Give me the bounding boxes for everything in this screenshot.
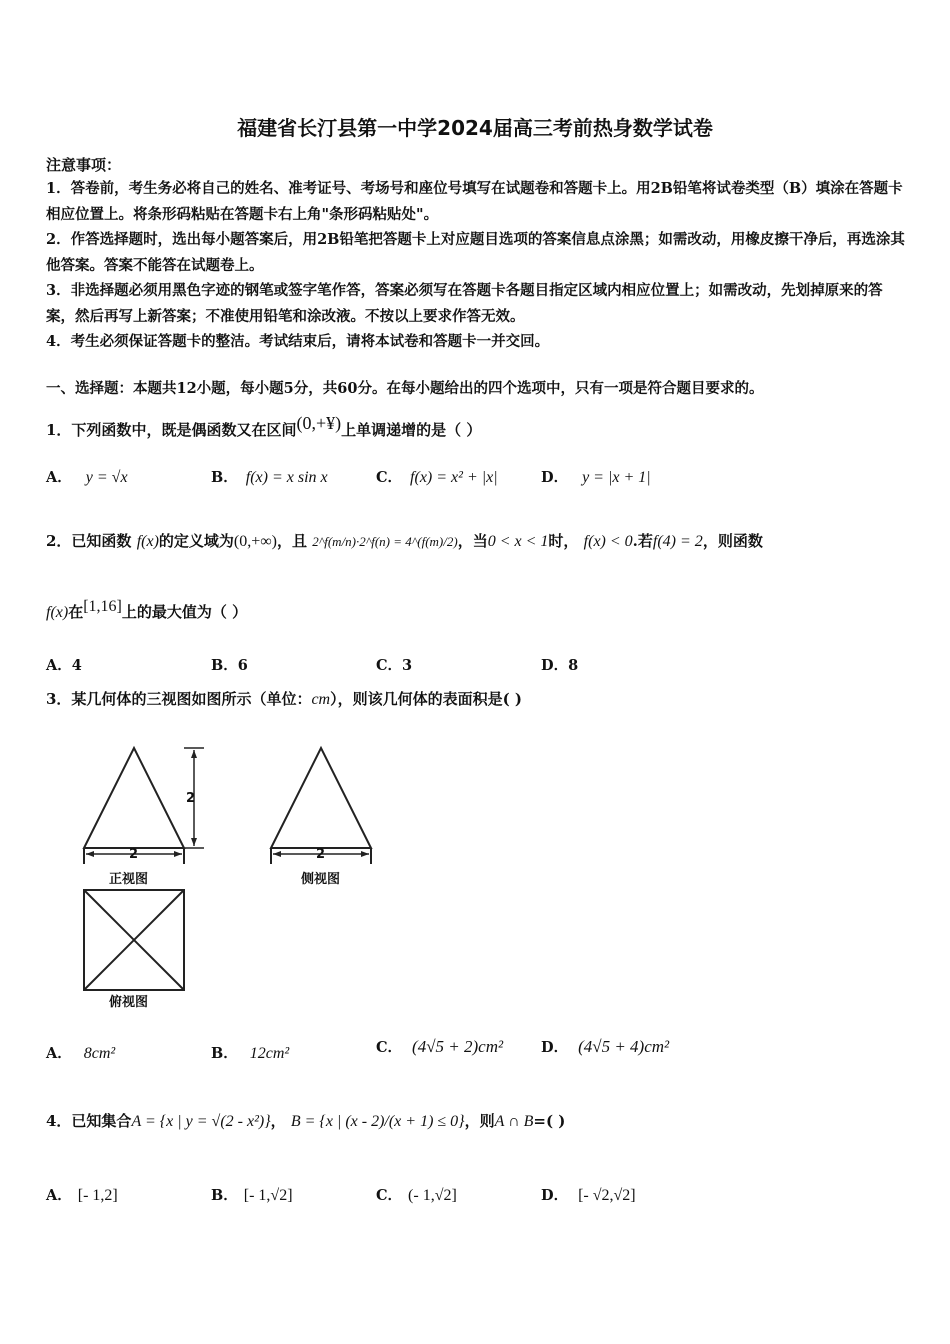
front-view [84, 748, 204, 864]
q3-unit: cm [311, 691, 331, 708]
q2-func: f(x) [136, 533, 159, 550]
option-label: A． [46, 469, 72, 486]
option-label: A． [46, 1187, 72, 1204]
q2-condition4: f(4) = 2 [652, 533, 703, 550]
q2-func: f(x) [46, 604, 69, 621]
q1-text-b: 上单调递增的是（ ） [341, 421, 482, 439]
q2-text: .若 [632, 532, 653, 550]
front-view-label: 正视图 [109, 872, 149, 887]
q2-text: ，则函数 [702, 532, 763, 550]
q2-stem-line2 [46, 598, 247, 622]
option-expr: (4√5 + 2)cm² [412, 1037, 504, 1056]
option-expr: y = √x [85, 469, 128, 486]
section-header: 一、选择题：本题共12小题，每小题5分，共60分。在每小题给出的四个选项中，只有一项是符合题目要求的。 [46, 380, 764, 397]
q2-option-c[interactable] [376, 654, 412, 675]
q2-option-a[interactable] [46, 654, 82, 675]
notice-item: 3．非选择题必须用黑色字迹的钢笔或签字笔作答，答案必须写在答题卡各题目指定区域内相应位置上；如需改动，先划掉原来的答案，然后再写上新答案；不准使用铅笔和涂改液。不按以上要求作答无效。 [46, 282, 883, 325]
q3-option-c[interactable] [376, 1036, 503, 1057]
three-view-figure [76, 738, 396, 1013]
q3-stem [46, 688, 522, 709]
q1-stem [46, 413, 481, 440]
q3-text: 3．某几何体的三视图如图所示（单位： [46, 690, 312, 708]
q1-option-d[interactable] [541, 466, 651, 487]
top-view-label: 俯视图 [109, 995, 149, 1010]
q3-option-d[interactable] [541, 1036, 669, 1057]
option-expr: f(x) = x sin x [245, 469, 328, 486]
option-value: 3 [402, 657, 413, 674]
q3-option-b[interactable] [211, 1042, 289, 1063]
option-label: D． [541, 1039, 569, 1056]
option-value: 6 [237, 657, 248, 674]
option-label: B． [211, 657, 238, 674]
q2-interval: [1,16] [83, 598, 122, 615]
notice-heading: 注意事项： [46, 156, 122, 174]
option-expr: (4√5 + 4)cm² [578, 1037, 670, 1056]
q2-text: 时， [548, 532, 579, 550]
q4-option-b[interactable] [211, 1184, 293, 1205]
q4-text: 4．已知集合 [46, 1112, 132, 1130]
q1-option-a[interactable] [46, 466, 128, 487]
option-label: B． [211, 1187, 238, 1204]
q2-condition3: f(x) < 0 [583, 533, 633, 550]
option-label: D． [541, 1187, 569, 1204]
q2-stem-line1 [46, 530, 763, 551]
q2-condition: 2^f(m/n)·2^f(n) = 4^(f(m)/2) [312, 534, 458, 549]
q1-option-c[interactable] [376, 466, 498, 487]
option-expr: (- 1,√2] [408, 1187, 457, 1204]
side-base-dim: 2 [316, 847, 326, 862]
option-label: C． [376, 1187, 403, 1204]
q2-text: ，且 [277, 532, 308, 550]
q4-option-c[interactable] [376, 1184, 457, 1205]
q1-interval: (0,+¥) [296, 413, 342, 433]
q2-text: ，当 [457, 532, 488, 550]
option-expr: [- 1,√2] [243, 1187, 293, 1204]
option-label: D． [541, 469, 569, 486]
notice-item: 4．考生必须保证答题卡的整洁。考试结束后，请将本试卷和答题卡一并交回。 [46, 333, 550, 350]
q4-text: ，则 [464, 1112, 495, 1130]
option-expr: [- √2,√2] [578, 1187, 636, 1204]
option-label: B． [211, 1045, 238, 1062]
q4-stem [46, 1110, 565, 1131]
option-expr: 8cm² [83, 1045, 116, 1062]
notice-list [46, 176, 908, 355]
front-height-dim: 2 [186, 791, 196, 806]
q2-text: 上的最大值为（ ） [121, 603, 248, 621]
option-label: C． [376, 1039, 403, 1056]
q4-text: =( ) [533, 1112, 566, 1130]
option-label: C． [376, 469, 403, 486]
q4-set-a: A = {x | y = √(2 - x²)} [131, 1113, 271, 1130]
q4-set-b: B = {x | (x - 2)/(x + 1) ≤ 0} [290, 1113, 465, 1130]
notice-item: 1．答卷前，考生务必将自己的姓名、准考证号、考场号和座位号填写在试题卷和答题卡上。用2B铅笔将试卷类型（B）填涂在答题卡相应位置上。将条形码粘贴在答题卡右上角"条形码粘贴处"。 [46, 180, 903, 223]
option-label: A． [46, 1045, 72, 1062]
option-label: A． [46, 657, 72, 674]
q3-option-a[interactable] [46, 1042, 115, 1063]
option-value: 8 [568, 657, 579, 674]
q2-text: 2．已知函数 [46, 532, 132, 550]
top-view [84, 890, 184, 990]
option-expr: y = |x + 1| [582, 469, 651, 486]
q2-condition2: 0 < x < 1 [487, 533, 549, 550]
q2-option-d[interactable] [541, 654, 578, 675]
q1-text: 1．下列函数中，既是偶函数又在区间 [46, 421, 297, 439]
front-base-dim: 2 [129, 847, 139, 862]
q4-expr: A ∩ B [494, 1113, 534, 1130]
q2-domain: (0,+∞) [233, 533, 277, 550]
page-title: 福建省长汀县第一中学2024届高三考前热身数学试卷 [237, 116, 713, 140]
option-label: C． [376, 657, 403, 674]
q2-text: 的定义域为 [158, 532, 234, 550]
q4-option-d[interactable] [541, 1184, 636, 1205]
side-view-label: 侧视图 [301, 872, 341, 887]
option-label: D． [541, 657, 569, 674]
option-expr: [- 1,2] [77, 1187, 118, 1204]
option-label: B． [211, 469, 238, 486]
q4-text: ， [270, 1112, 286, 1130]
q2-option-b[interactable] [211, 654, 248, 675]
option-value: 4 [71, 657, 82, 674]
q4-option-a[interactable] [46, 1184, 118, 1205]
q2-text: 在 [68, 603, 84, 621]
notice-item: 2．作答选择题时，选出每小题答案后，用2B铅笔把答题卡上对应题目选项的答案信息点涂黑；如需改动，用橡皮擦干净后，再选涂其他答案。答案不能答在试题卷上。 [46, 231, 905, 274]
option-expr: f(x) = x² + |x| [410, 469, 498, 486]
q1-option-b[interactable] [211, 466, 328, 487]
q3-text: ），则该几何体的表面积是( ) [330, 690, 523, 708]
option-expr: 12cm² [249, 1045, 290, 1062]
